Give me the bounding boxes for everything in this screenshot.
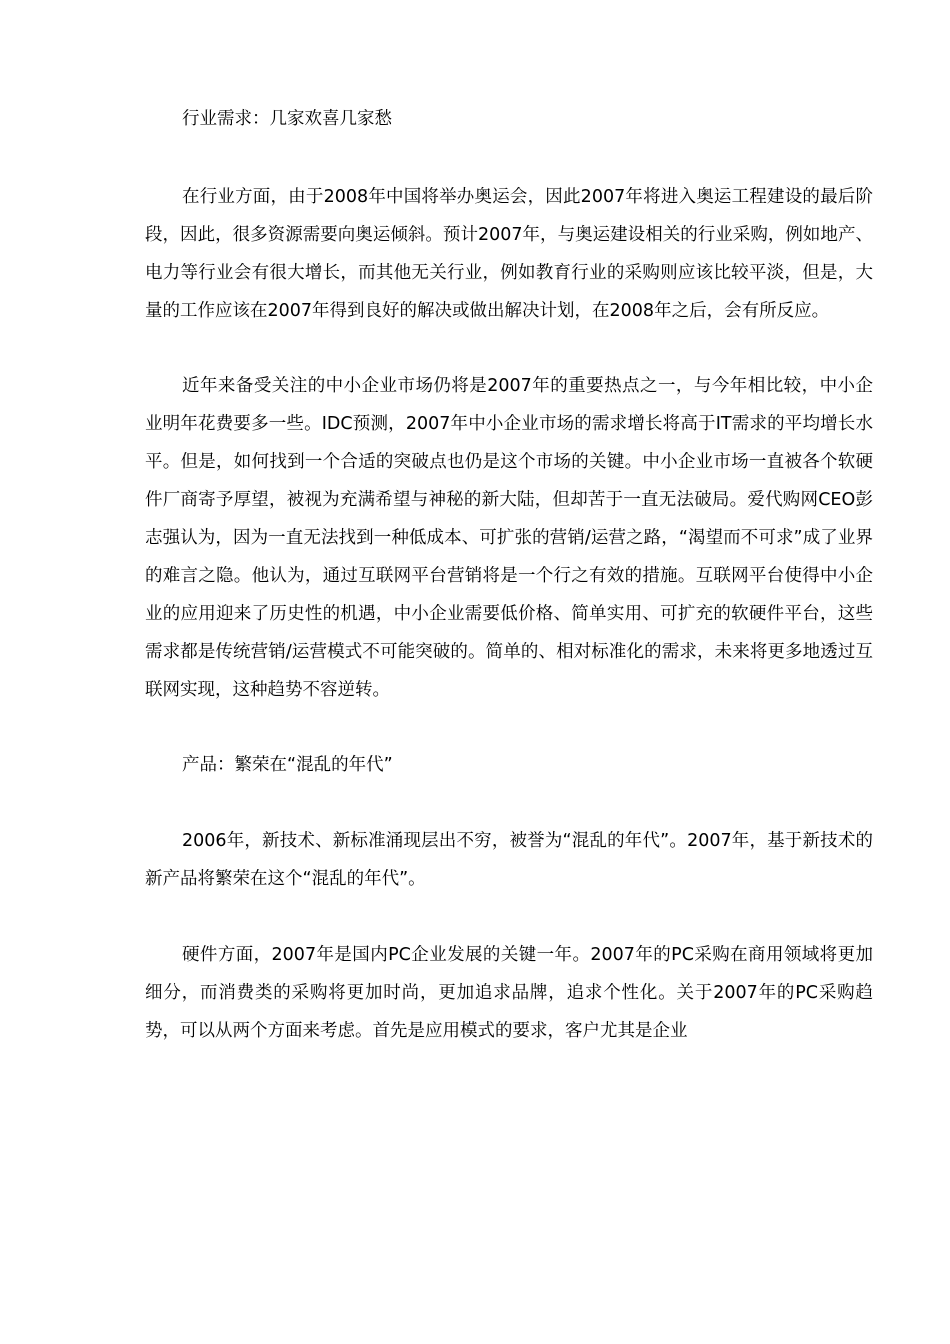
paragraph-sme-market: 近年来备受关注的中小企业市场仍将是2007年的重要热点之一，与今年相比较，中小企业明年花费要多一些。IDC预测，2007年中小企业市场的需求增长将高于IT需求的平均增长水平。但是，如何找到一个合适的突破点也仍是这个市场的关键。中小企业市场一直被各个软硬件厂商寄予厚望，被视为充满希望与神秘的新大陆，但却苦于一直无法破局。爱代购网CEO彭志强认为，因为一直无法找到一种低成本、可扩张的营销/运营之路，“渴望而不可求”成了业界的难言之隐。他认为，通过互联网平台营销将是一个行之有效的措施。互联网平台使得中小企业的应用迎来了历史性的机遇，中小企业需要低价格、简单实用、可扩充的软硬件平台，这些需求都是传统营销/运营模式不可能突破的。简单的、相对标准化的需求，未来将更多地透过互联网实现，这种趋势不容逆转。 <box>145 376 873 700</box>
paragraph-industry: 在行业方面，由于2008年中国将举办奥运会，因此2007年将进入奥运工程建设的最后阶段，因此，很多资源需要向奥运倾斜。预计2007年，与奥运建设相关的行业采购，例如地产、电力等行业会有很大增长，而其他无关行业，例如教育行业的采购则应该比较平淡，但是，大量的工作应该在2007年得到良好的解决或做出解决计划，在2008年之后，会有所反应。 <box>145 187 873 321</box>
spacer <box>145 330 873 367</box>
spacer <box>145 784 873 822</box>
paragraph-hardware: 硬件方面，2007年是国内PC企业发展的关键一年。2007年的PC采购在商用领域将更加细分，而消费类的采购将更加时尚，更加追求品牌，追求个性化。关于2007年的PC采购趋势，可以从两个方面来考虑。首先是应用模式的要求，客户尤其是企业 <box>145 945 873 1041</box>
document-body <box>145 100 873 1050</box>
section-heading-industry-demand: 行业需求：几家欢喜几家愁 <box>182 109 392 129</box>
spacer <box>145 709 873 746</box>
section-heading-products: 产品：繁荣在“混乱的年代” <box>182 755 393 775</box>
paragraph-new-tech: 2006年，新技术、新标准涌现层出不穷，被誉为“混乱的年代”。2007年，基于新技术的新产品将繁荣在这个“混乱的年代”。 <box>145 831 873 889</box>
spacer <box>145 138 873 178</box>
spacer <box>145 898 873 936</box>
